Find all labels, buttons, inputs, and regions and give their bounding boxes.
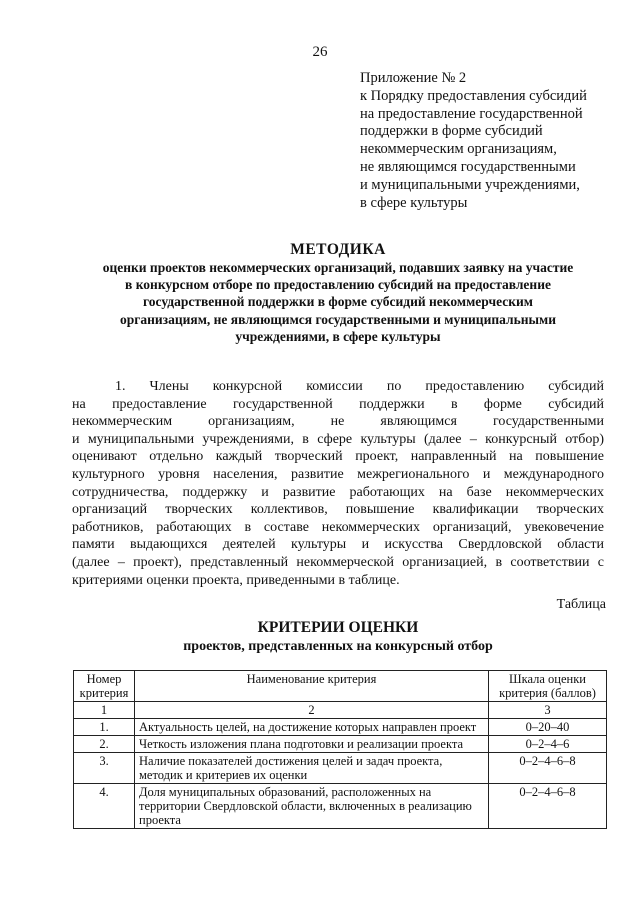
paragraph-line: организаций творческих коллективов, повышение квалификации творческих — [72, 502, 604, 518]
paragraph-line: культурного уровня населения, развитие межрегионального и международного — [72, 466, 604, 482]
paragraph-line: оценивают отдельно каждый творческий проект, направленный на повышение — [72, 449, 604, 465]
paragraph-line: некоммерческим организациям, не являющимся государственными — [72, 414, 604, 430]
appendix-line: к Порядку предоставления субсидий — [360, 87, 587, 104]
title-main: МЕТОДИКА — [290, 241, 386, 258]
table-header-row — [74, 671, 607, 702]
table-row — [74, 784, 607, 829]
criteria-title — [40, 618, 636, 656]
paragraph-line: и муниципальными учреждениями, в сфере культуры (далее – конкурсный отбор) — [72, 431, 604, 447]
methodology-title — [40, 240, 636, 345]
criterion-name: Актуальность целей, на достижение которых направлен проект — [135, 719, 489, 736]
appendix-line: в сфере культуры — [360, 194, 468, 211]
column-number: 2 — [135, 702, 489, 719]
page-number: 26 — [312, 44, 328, 60]
paragraph-line: 1. Члены конкурсной комиссии по предоставлению субсидий — [115, 379, 604, 394]
paragraph-line: критериями оценки проекта, приведенными в таблице. — [72, 572, 400, 588]
table-label: Таблица — [556, 597, 606, 612]
appendix-line: не являющимся государственными — [360, 158, 576, 175]
appendix-line: поддержки в форме субсидий — [360, 123, 543, 140]
criterion-number: 2. — [74, 736, 135, 753]
criterion-scale: 0–2–4–6 — [489, 736, 607, 753]
appendix-line: некоммерческим организациям, — [360, 141, 557, 158]
column-number: 1 — [74, 702, 135, 719]
table-row — [74, 719, 607, 736]
criterion-number: 3. — [74, 753, 135, 784]
criteria-table — [73, 670, 607, 829]
appendix-line: на предоставление государственной — [360, 105, 583, 122]
paragraph-line: работников, работающих в составе некоммерческих организаций, увековечение — [72, 519, 604, 535]
paragraph-1 — [72, 378, 604, 589]
criterion-scale: 0–2–4–6–8 — [489, 753, 607, 784]
criterion-name: Доля муниципальных образований, расположенных на территории Свердловской области, включенных в реализацию проекта — [135, 784, 489, 829]
criterion-name: Наличие показателей достижения целей и задач проекта, методик и критериев их оценки — [135, 753, 489, 784]
criteria-title-sub: проектов, представленных на конкурсный отбор — [183, 639, 493, 654]
paragraph-line: сотрудничества, поддержку и развитие работающих на базе некоммерческих — [72, 484, 604, 500]
paragraph-line: (далее – проект), представленный некоммерческой организацией, в соответствии с — [72, 554, 604, 570]
title-sub-line: организациям, не являющимся государственными и муниципальными — [119, 311, 557, 327]
criterion-scale: 0–2–4–6–8 — [489, 784, 607, 829]
criterion-name: Четкость изложения плана подготовки и реализации проекта — [135, 736, 489, 753]
paragraph-line: памяти выдающихся деятелей культуры и искусства Свердловской области — [72, 537, 604, 553]
criterion-number: 1. — [74, 719, 135, 736]
paragraph-line: на предоставление государственной поддержки в форме субсидий — [72, 396, 604, 412]
title-sub-line: оценки проектов некоммерческих организаций, подавших заявку на участие — [102, 260, 574, 275]
title-sub-line: в конкурсном отборе по предоставлению субсидий на предоставление — [125, 277, 551, 293]
header-number: Номер критерия — [74, 671, 135, 702]
criteria-title-main: КРИТЕРИИ ОЦЕНКИ — [257, 619, 419, 636]
column-number-row — [74, 702, 607, 719]
appendix-header — [360, 70, 630, 212]
header-name: Наименование критерия — [135, 671, 489, 702]
title-sub-line: учреждениями, в сфере культуры — [235, 328, 441, 344]
column-number: 3 — [489, 702, 607, 719]
title-sub-line: государственной поддержки в форме субсидий некоммерческим — [143, 294, 533, 310]
table-row — [74, 736, 607, 753]
criterion-number: 4. — [74, 784, 135, 829]
criterion-scale: 0–20–40 — [489, 719, 607, 736]
appendix-line: и муниципальными учреждениями, — [360, 176, 580, 193]
table-row — [74, 753, 607, 784]
appendix-line: Приложение № 2 — [360, 70, 467, 86]
header-scale: Шкала оценки критерия (баллов) — [489, 671, 607, 702]
